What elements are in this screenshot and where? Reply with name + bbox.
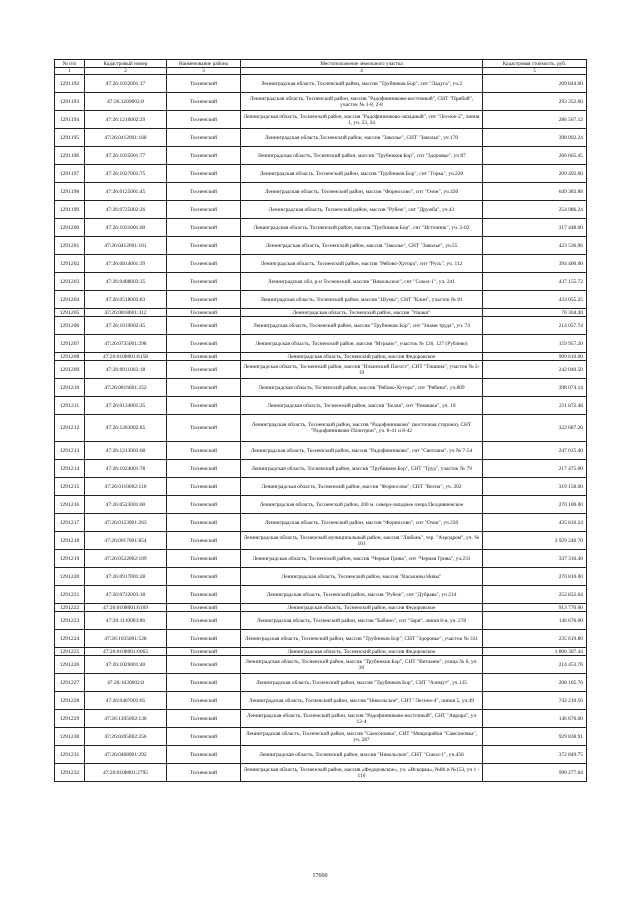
cadastral-number-cell: 47:26:0814001:39 bbox=[85, 255, 167, 273]
row-number-cell: 1291207 bbox=[55, 335, 85, 353]
district-cell: Тосненский bbox=[167, 309, 241, 317]
row-number-cell: 1291199 bbox=[55, 201, 85, 219]
location-cell: Ленинградская обл, р-н Тосненский, массив "Никольское", снт "Сокол-1", уч. 241 bbox=[241, 273, 483, 291]
cadastral-value-cell: 909 610.00 bbox=[483, 353, 587, 361]
cadastral-value-cell: 337 316.40 bbox=[483, 550, 587, 568]
cadastral-value-cell: 146 676.00 bbox=[483, 612, 587, 630]
cadastral-number-cell: 47:26:0412001:101 bbox=[85, 237, 167, 255]
district-cell: Тосненский bbox=[167, 111, 241, 129]
cadastral-number-cell: 47:26:1024001:78 bbox=[85, 460, 167, 478]
table-row bbox=[55, 630, 587, 648]
cadastral-value-cell: 254 986.24 bbox=[483, 201, 587, 219]
row-number-cell: 1291218 bbox=[55, 532, 85, 550]
row-number-cell: 1291221 bbox=[55, 586, 85, 604]
table-row bbox=[55, 317, 587, 335]
row-number-cell: 1291223 bbox=[55, 612, 85, 630]
district-cell: Тосненский bbox=[167, 764, 241, 782]
district-cell: Тосненский bbox=[167, 746, 241, 764]
cadastral-number-cell: 47:26:0522002:109 bbox=[85, 550, 167, 568]
cadastral-value-cell: 235 619.80 bbox=[483, 630, 587, 648]
cadastral-value-cell: 242 040.50 bbox=[483, 361, 587, 379]
district-cell: Тосненский bbox=[167, 335, 241, 353]
table-row bbox=[55, 309, 587, 317]
row-number-cell: 1291202 bbox=[55, 255, 85, 273]
row-number-cell: 1291200 bbox=[55, 219, 85, 237]
cadastral-value-cell: 437 155.72 bbox=[483, 273, 587, 291]
location-cell: Ленинградская область, Тосненский район, массив "Трубников Бор", снт "Горка", уч.220 bbox=[241, 165, 483, 183]
location-cell: Ленинградская область, Тосненский район, массив "Рябово-Хутора", снт "Русь", уч. 112 bbox=[241, 255, 483, 273]
table-row bbox=[55, 291, 587, 309]
district-cell: Тосненский bbox=[167, 648, 241, 656]
cadastral-value-cell: 270 810.00 bbox=[483, 568, 587, 586]
table-row bbox=[55, 183, 587, 201]
cadastral-value-cell: 3 929 240.70 bbox=[483, 532, 587, 550]
cadastral-value-cell: 319 158.00 bbox=[483, 478, 587, 496]
cadastral-value-cell: 214 453.76 bbox=[483, 656, 587, 674]
table-row bbox=[55, 165, 587, 183]
cadastral-value-cell: 159 957.20 bbox=[483, 335, 587, 353]
row-number-cell: 1291229 bbox=[55, 710, 85, 728]
cadastral-value-cell: 372 849.75 bbox=[483, 746, 587, 764]
header-cadastral-value: Кадастровая стоимость, руб. bbox=[483, 60, 587, 68]
cadastral-value-cell: 217 475.00 bbox=[483, 460, 587, 478]
row-number-cell: 1291198 bbox=[55, 183, 85, 201]
district-cell: Тосненский bbox=[167, 219, 241, 237]
row-number-cell: 1291194 bbox=[55, 111, 85, 129]
row-number-cell: 1291203 bbox=[55, 273, 85, 291]
cadastral-number-cell: 47:26:0735001:298 bbox=[85, 335, 167, 353]
cadastral-value-cell: 322 687.20 bbox=[483, 415, 587, 442]
location-cell: Ленинградская область, Тосненский район, массив "Трубников Бор", снт "Здоровье", уч 87 bbox=[241, 147, 483, 165]
header-cadastral-number: Кадастровый номер bbox=[85, 60, 167, 68]
location-cell: Ленинградская область, Тосненский район, массив "Трубников Бор", СНТ "Витамин", улица № 6, уч. 30 bbox=[241, 656, 483, 674]
cadastral-value-cell: 266 665.45 bbox=[483, 147, 587, 165]
table-row bbox=[55, 674, 587, 692]
district-cell: Тосненский bbox=[167, 237, 241, 255]
table-row bbox=[55, 612, 587, 630]
location-cell: Ленинградская область, Тосненский район, массив "Рубеж", снт "Дубрава", уч 214 bbox=[241, 586, 483, 604]
row-number-cell: 1291215 bbox=[55, 478, 85, 496]
district-cell: Тосненский bbox=[167, 397, 241, 415]
cadastral-number-cell: 47:26:1205002:130 bbox=[85, 710, 167, 728]
cadastral-value-cell: 433 055.25 bbox=[483, 291, 587, 309]
column-index-row bbox=[55, 68, 587, 75]
location-cell: Ленинградская область, Тосненский район, массив "Никольское", СНТ "Лесное-4", линия 5, уч.49 bbox=[241, 692, 483, 710]
row-number-cell: 1291220 bbox=[55, 568, 85, 586]
cadastral-number-cell: 47:26:0125001:45 bbox=[85, 183, 167, 201]
district-cell: Тосненский bbox=[167, 317, 241, 335]
cadastral-number-cell: 47:26:0816001:252 bbox=[85, 379, 167, 397]
table-row bbox=[55, 353, 587, 361]
table-row bbox=[55, 550, 587, 568]
table-row bbox=[55, 201, 587, 219]
table-row bbox=[55, 335, 587, 353]
table-header-row bbox=[55, 60, 587, 68]
cadastral-number-cell: 47:26:0108001:2795 bbox=[85, 764, 167, 782]
district-cell: Тосненский bbox=[167, 291, 241, 309]
location-cell: Ленинградская область,Тосненский район, массив "Заколье", СНТ "Заколье", уч.170 bbox=[241, 129, 483, 147]
row-number-cell: 1291204 bbox=[55, 291, 85, 309]
table-row bbox=[55, 496, 587, 514]
district-cell: Тосненский bbox=[167, 728, 241, 746]
cadastral-value-cell: 247 015.40 bbox=[483, 442, 587, 460]
district-cell: Тосненский bbox=[167, 183, 241, 201]
cadastral-number-cell: 47:26:0108001:6169 bbox=[85, 604, 167, 612]
location-cell: Ленинградская область, Тосненский район, массив "Радофинниково-восточный", СНТ "Аврора", уч 12-4 bbox=[241, 710, 483, 728]
district-cell: Тосненский bbox=[167, 255, 241, 273]
location-cell: Ленинградская область, Тосненский район, массив "Рябово-Хутора", снт "Рябина", уч.809 bbox=[241, 379, 483, 397]
district-cell: Тосненский bbox=[167, 353, 241, 361]
location-cell: Ленинградская область, Тосненский район, массив "Белая", снт "Ромашка", уч. 10 bbox=[241, 397, 483, 415]
header-location: Местоположение земельного участка bbox=[241, 60, 483, 68]
district-cell: Тосненский bbox=[167, 514, 241, 532]
cadastral-number-cell: 47:26:1216002:29 bbox=[85, 111, 167, 129]
district-cell: Тосненский bbox=[167, 532, 241, 550]
table-row bbox=[55, 586, 587, 604]
cadastral-number-cell: 47:26:0518003:83 bbox=[85, 291, 167, 309]
cadastral-number-cell: 47:26:1032001:17 bbox=[85, 75, 167, 93]
location-cell: Ленинградская область, Тосненский муниципальный район, массив "Любань", тер. "Аэродром", уч. № 101 bbox=[241, 532, 483, 550]
district-cell: Тосненский bbox=[167, 361, 241, 379]
table-row bbox=[55, 93, 587, 111]
location-cell: Ленинградская область, Тосненский район, массив "Самсоновка", СНТ "Микрорайон "Самсоновка", уч. 287 bbox=[241, 728, 483, 746]
row-number-cell: 1291230 bbox=[55, 728, 85, 746]
location-cell: Ленинградская область, Тосненский район, массив "Бабино", снт "Заря", линия 8-я, уч. 278 bbox=[241, 612, 483, 630]
row-number-cell: 1291228 bbox=[55, 692, 85, 710]
cadastral-number-cell: 47:26:0818001:312 bbox=[85, 309, 167, 317]
district-cell: Тосненский bbox=[167, 415, 241, 442]
row-number-cell: 1291205 bbox=[55, 309, 85, 317]
location-cell: Ленинградская область, Тосненский район, массив "Черная Грива", снт "Черная Грива", уч.231 bbox=[241, 550, 483, 568]
cadastral-number-cell: 47:26:1035001:528 bbox=[85, 630, 167, 648]
cadastral-number-cell: 47:26:0408003:35 bbox=[85, 273, 167, 291]
table-row bbox=[55, 514, 587, 532]
cadastral-value-cell: 209 492.00 bbox=[483, 165, 587, 183]
cadastral-value-cell: 649 383.88 bbox=[483, 183, 587, 201]
cadastral-number-cell: 47:26:1030002:8 bbox=[85, 674, 167, 692]
cadastral-value-cell: 211 872.48 bbox=[483, 397, 587, 415]
row-number-cell: 1291213 bbox=[55, 442, 85, 460]
table-row bbox=[55, 361, 587, 379]
row-number-cell: 1291195 bbox=[55, 129, 85, 147]
cadastral-number-cell: 47:26:1027003:75 bbox=[85, 165, 167, 183]
row-number-cell: 1291219 bbox=[55, 550, 85, 568]
cadastral-value-table bbox=[54, 59, 587, 782]
row-number-cell: 1291210 bbox=[55, 379, 85, 397]
location-cell: Ленинградская область, Тосненский район, массив "Радофинниково" (восточная сторона), СНТ "Радофинниково-Политрон", уч. 8-41 и 8-42 bbox=[241, 415, 483, 442]
row-number-cell: 1291196 bbox=[55, 147, 85, 165]
row-number-cell: 1291206 bbox=[55, 317, 85, 335]
row-number-cell: 1291214 bbox=[55, 460, 85, 478]
table-row bbox=[55, 460, 587, 478]
row-number-cell: 1291216 bbox=[55, 496, 85, 514]
cadastral-number-cell: 47:26:0911003:18 bbox=[85, 361, 167, 379]
location-cell: Ленинградская область, Тосненский район, массив "Радофинниково-западный", снт "Лесное-2", линия 1, уч. 33, 34 bbox=[241, 111, 483, 129]
table-row bbox=[55, 147, 587, 165]
row-number-cell: 1291217 bbox=[55, 514, 85, 532]
location-cell: Ленинградская область, Тосненский район, массив "Заколье", СНТ "Заколье", уч.55 bbox=[241, 237, 483, 255]
cadastral-value-cell: 1 806 307.44 bbox=[483, 648, 587, 656]
cadastral-number-cell: 47:26:0123001:263 bbox=[85, 514, 167, 532]
table-row bbox=[55, 728, 587, 746]
table-row bbox=[55, 219, 587, 237]
cadastral-number-cell: 47:26:0412001:168 bbox=[85, 129, 167, 147]
row-number-cell: 1291201 bbox=[55, 237, 85, 255]
table-row bbox=[55, 75, 587, 93]
location-cell: Ленинградская область, Тосненский район, массив "Ильинский Погост", СНТ "Тишина", участок № 2-19 bbox=[241, 361, 483, 379]
table-row bbox=[55, 129, 587, 147]
cadastral-value-cell: 423 536.96 bbox=[483, 237, 587, 255]
location-cell: Ленинградская область, Тосненский район, массив "Трубников Бор", снт "Знамя труда", уч. 74 bbox=[241, 317, 483, 335]
table-row bbox=[55, 415, 587, 442]
location-cell: Ленинградская область, Тосненский район, массив "Ушаки" bbox=[241, 309, 483, 317]
table-row bbox=[55, 442, 587, 460]
cadastral-number-cell: 47:26:1110003:86 bbox=[85, 612, 167, 630]
table-row bbox=[55, 604, 587, 612]
cadastral-value-cell: 929 838.91 bbox=[483, 728, 587, 746]
cadastral-value-cell: 742 210.56 bbox=[483, 692, 587, 710]
district-cell: Тосненский bbox=[167, 379, 241, 397]
column-index: 1 bbox=[55, 68, 85, 75]
cadastral-number-cell: 47:26:0408001:292 bbox=[85, 746, 167, 764]
table-row bbox=[55, 764, 587, 782]
table-row bbox=[55, 397, 587, 415]
district-cell: Тосненский bbox=[167, 710, 241, 728]
location-cell: Ленинградская область, Тосненский район, массив "Трубников Бор", СНТ "Здоровье", участок № 331 bbox=[241, 630, 483, 648]
row-number-cell: 1291224 bbox=[55, 630, 85, 648]
cadastral-number-cell: 47:26:0108001:6158 bbox=[85, 353, 167, 361]
cadastral-value-cell: 398 092.24 bbox=[483, 129, 587, 147]
district-cell: Тосненский bbox=[167, 656, 241, 674]
cadastral-number-cell: 47:26:0917001:854 bbox=[85, 532, 167, 550]
cadastral-number-cell: 47:26:0205002:256 bbox=[85, 728, 167, 746]
row-number-cell: 1291197 bbox=[55, 165, 85, 183]
location-cell: Ленинградская область, Тосненский район, массив "Форносово", снт "Озон", уч.430 bbox=[241, 183, 483, 201]
header-district-name: Наименование района bbox=[167, 60, 241, 68]
table-row bbox=[55, 648, 587, 656]
district-cell: Тосненский bbox=[167, 75, 241, 93]
cadastral-number-cell: 47:26:1035001:77 bbox=[85, 147, 167, 165]
cadastral-value-cell: 70 304.40 bbox=[483, 309, 587, 317]
location-cell: Ленинградская область, Тосненский район, массив "Рубеж", снт "Дружба", уч 43 bbox=[241, 201, 483, 219]
cadastral-value-cell: 286 507.12 bbox=[483, 111, 587, 129]
location-cell: Ленинградская область, Тосненский район, массив "Радофинниково", снт "Светлана", уч № 7-54 bbox=[241, 442, 483, 460]
cadastral-value-cell: 317 448.00 bbox=[483, 219, 587, 237]
cadastral-value-cell: 208 105.76 bbox=[483, 674, 587, 692]
location-cell: Ленинградская область, Тосненский район, массив "Форносово", СНТ "Весна", уч. 202 bbox=[241, 478, 483, 496]
cadastral-value-cell: 214 057.74 bbox=[483, 317, 587, 335]
location-cell: Ленинградская область, Тосненский район, массив "Трубников Бор", снт "Ладуга", уч.2 bbox=[241, 75, 483, 93]
district-cell: Тосненский bbox=[167, 478, 241, 496]
cadastral-value-cell: 270 100.00 bbox=[483, 496, 587, 514]
cadastral-value-cell: 293 352.00 bbox=[483, 93, 587, 111]
cadastral-number-cell: 47:26:0108001:6063 bbox=[85, 648, 167, 656]
table-row bbox=[55, 710, 587, 728]
cadastral-number-cell: 47:26:0134001:25 bbox=[85, 397, 167, 415]
location-cell: Ленинградская область, Тосненский район, массив "Васькины Нивы" bbox=[241, 568, 483, 586]
cadastral-value-cell: 394 400.00 bbox=[483, 255, 587, 273]
row-number-cell: 1291211 bbox=[55, 397, 85, 415]
table-row bbox=[55, 273, 587, 291]
cadastral-number-cell: 47:26:0407001:65 bbox=[85, 692, 167, 710]
district-cell: Тосненский bbox=[167, 147, 241, 165]
cadastral-number-cell: 47:26:0917001:28 bbox=[85, 568, 167, 586]
district-cell: Тосненский bbox=[167, 165, 241, 183]
location-cell: Ленинградская область, Тосненский район, массив "Трубников Бор", снт "Источник", уч. 2-02 bbox=[241, 219, 483, 237]
table-row bbox=[55, 237, 587, 255]
row-number-cell: 1291212 bbox=[55, 415, 85, 442]
district-cell: Тосненский bbox=[167, 273, 241, 291]
district-cell: Тосненский bbox=[167, 674, 241, 692]
cadastral-number-cell: 47:26:0110002:110 bbox=[85, 478, 167, 496]
cadastral-number-cell: 47:26:1019002:45 bbox=[85, 317, 167, 335]
row-number-cell: 1291226 bbox=[55, 656, 85, 674]
table-row bbox=[55, 532, 587, 550]
row-number-cell: 1291222 bbox=[55, 604, 85, 612]
row-number-cell: 1291227 bbox=[55, 674, 85, 692]
page-number: 17660 bbox=[312, 873, 328, 879]
table-body bbox=[55, 75, 587, 782]
district-cell: Тосненский bbox=[167, 442, 241, 460]
column-index: 4 bbox=[241, 68, 483, 75]
table-row bbox=[55, 478, 587, 496]
column-index: 3 bbox=[167, 68, 241, 75]
district-cell: Тосненский bbox=[167, 692, 241, 710]
row-number-cell: 1291192 bbox=[55, 75, 85, 93]
cadastral-value-cell: 913 770.00 bbox=[483, 604, 587, 612]
district-cell: Тосненский bbox=[167, 604, 241, 612]
location-cell: Ленинградская область, Тосненский район, массив "Шумы", СНТ "Клин", участок № 81 bbox=[241, 291, 483, 309]
table-row bbox=[55, 255, 587, 273]
cadastral-number-cell: 47:26:1026001:40 bbox=[85, 656, 167, 674]
location-cell: Ленинградская область, Тосненский район, массив "Радофинниково-восточный", СНТ "Прибой", участок № 1-8, 2-8 bbox=[241, 93, 483, 111]
table-row bbox=[55, 379, 587, 397]
table-row bbox=[55, 692, 587, 710]
district-cell: Тосненский bbox=[167, 460, 241, 478]
district-cell: Тосненский bbox=[167, 568, 241, 586]
cadastral-value-cell: 996 277.04 bbox=[483, 764, 587, 782]
row-number-cell: 1291208 bbox=[55, 353, 85, 361]
row-number-cell: 1291209 bbox=[55, 361, 85, 379]
location-cell: Ленинградская область, Тосненский район, массив "Никольское", СНТ "Сокол-1", уч.456 bbox=[241, 746, 483, 764]
district-cell: Тосненский bbox=[167, 496, 241, 514]
location-cell: Ленинградская область, Тосненский район, массив "Мгрыно", участок № 126, 127 (Рублево) bbox=[241, 335, 483, 353]
cadastral-number-cell: 47:26:1031001:60 bbox=[85, 219, 167, 237]
table-row bbox=[55, 111, 587, 129]
district-cell: Тосненский bbox=[167, 550, 241, 568]
cadastral-number-cell: 47:26:1209002:8 bbox=[85, 93, 167, 111]
district-cell: Тосненский bbox=[167, 586, 241, 604]
location-cell: Ленинградская область, Тосненский район, массив "Форносово", снт "Озон", уч.230 bbox=[241, 514, 483, 532]
location-cell: Ленинградская область, Тосненский район, 200 м. северо-западнее озера Пелдивиенское bbox=[241, 496, 483, 514]
column-index: 2 bbox=[85, 68, 167, 75]
table-row bbox=[55, 656, 587, 674]
location-cell: Ленинградская область, Тосненский район, массив "Трубников Бор", СНТ "Азимут", уч.135 bbox=[241, 674, 483, 692]
cadastral-number-cell: 47:26:0523001:60 bbox=[85, 496, 167, 514]
cadastral-value-cell: 252 832.64 bbox=[483, 586, 587, 604]
cadastral-value-cell: 146 676.00 bbox=[483, 710, 587, 728]
district-cell: Тосненский bbox=[167, 129, 241, 147]
district-cell: Тосненский bbox=[167, 201, 241, 219]
row-number-cell: 1291232 bbox=[55, 764, 85, 782]
district-cell: Тосненский bbox=[167, 93, 241, 111]
cadastral-number-cell: 47:26:0722003:18 bbox=[85, 586, 167, 604]
district-cell: Тосненский bbox=[167, 612, 241, 630]
location-cell: Ленинградская область, Тосненский район, массив «Федоровское», уч. «Искорка», №86 и №153, уч 1 - 110 bbox=[241, 764, 483, 782]
cadastral-value-cell: 435 816.24 bbox=[483, 514, 587, 532]
district-cell: Тосненский bbox=[167, 630, 241, 648]
table-row bbox=[55, 746, 587, 764]
column-index: 5 bbox=[483, 68, 587, 75]
location-cell: Ленинградская область, Тосненский район, массив Федоровское bbox=[241, 353, 483, 361]
header-row-number: № п/п bbox=[55, 60, 85, 68]
cadastral-number-cell: 47:26:1203002:85 bbox=[85, 415, 167, 442]
row-number-cell: 1291225 bbox=[55, 648, 85, 656]
cadastral-value-cell: 398 074.14 bbox=[483, 379, 587, 397]
location-cell: Ленинградская область, Тосненский район, массив Федоровское bbox=[241, 648, 483, 656]
location-cell: Ленинградская область, Тосненский район, массив "Трубников Бор", СНТ "Труд", участок № 79 bbox=[241, 460, 483, 478]
cadastral-value-cell: 209 844.00 bbox=[483, 75, 587, 93]
row-number-cell: 1291193 bbox=[55, 93, 85, 111]
cadastral-number-cell: 47:26:0725002:26 bbox=[85, 201, 167, 219]
table-row bbox=[55, 568, 587, 586]
location-cell: Ленинградская область, Тосненский район, массив Федоровское bbox=[241, 604, 483, 612]
cadastral-number-cell: 47:26:1213003:68 bbox=[85, 442, 167, 460]
row-number-cell: 1291231 bbox=[55, 746, 85, 764]
